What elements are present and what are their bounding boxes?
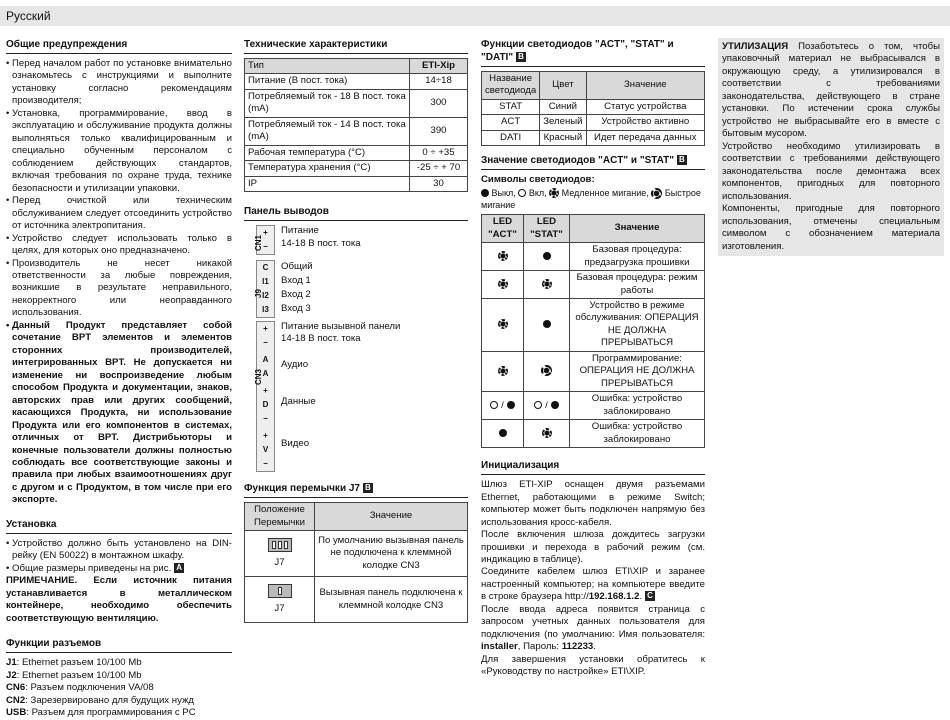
cn3-group: CN3 + − A A + D − + V − Питание вызывной панели 14-18 В пост. тока Аудио Данные Видео (256, 321, 468, 472)
led-meaning-table: LED "ACT" LED "STAT" Значение Базовая процедура: предзагрузка прошивки Базовая процедура: режим работы Устройство в режиме обслуживания: ОПЕРАЦИЯ НЕ ДОЛЖНА ПРЕРЫВАТЬСЯ Программирование: ОПЕРАЦИЯ НЕ ДОЛЖНА ПРЕРЫВАТЬСЯ / / Ошибка: устройство заблокировано Ошибка: устройство заблокировано (481, 214, 705, 448)
cn1-group: CN1 + − Питание 14-18 В пост. тока (256, 225, 468, 255)
install-list (6, 538, 232, 575)
jumper-closed-icon (268, 584, 292, 598)
cn3-label: CN3 (254, 369, 263, 386)
column-1 (6, 38, 232, 720)
language-title: Русский (6, 9, 51, 23)
install-title: Установка (6, 518, 232, 534)
led-off-icon (481, 189, 489, 197)
table-row: Программирование: ОПЕРАЦИЯ НЕ ДОЛЖНА ПРЕРЫВАТЬСЯ (482, 351, 705, 391)
page-header (0, 6, 950, 26)
table-row: STAT Синий Статус устройства (482, 99, 705, 114)
init-p4: После ввода адреса появится страница с запросом учетных данных пользователя для подключения (по умолчанию: Имя пользователя: installer, Пароль: 112233. (481, 603, 705, 653)
connector-row: J2: Ethernet разъем 10/100 Mb (6, 669, 142, 681)
install-dims-text: Общие размеры приведены на рис. (12, 562, 172, 574)
list-item (6, 563, 232, 575)
led-slow-blink-icon (549, 188, 559, 198)
table-row: Температура хранения (°C) -25 ÷ + 70 (245, 161, 468, 176)
led-on-icon (518, 189, 526, 197)
disposal-p2: Устройство необходимо утилизировать в соответствии с требованиями действующего законодательства после демонтажа всех компонентов, пригодных для повторного использования. (722, 140, 940, 202)
init-p2: После включения шлюза дождитесь загрузки прошивки и перехода в рабочий режим (см. индикацию в таблице). (481, 529, 705, 565)
list-item: • Устройство следует использовать только в целях, для которых оно предназначено. (6, 233, 232, 258)
connector-row: J1: Ethernet разъем 10/100 Mb (6, 657, 142, 669)
video-label: Видео (281, 438, 310, 450)
list-item: • Устройство должно быть установлено на DIN-рейку (EN 50022) в монтажном шкафу. (6, 538, 232, 563)
led-legend: Выкл, Вкл, Медленное мигание, Быстрое мигание (481, 187, 701, 210)
disposal-p3: Компоненты, пригодные для повторного использования, отмечены специальным символом с обозначением материала изготовления. (722, 203, 940, 252)
table-row: Питание (В пост. тока) 14÷18 (245, 74, 468, 89)
connectors-list (6, 657, 232, 719)
led-functions-title: Функции светодиодов "ACT", "STAT" и "DATI" B (481, 38, 705, 67)
table-row: / / Ошибка: устройство заблокировано (482, 392, 705, 420)
terminal-diagram (244, 225, 468, 472)
jumper-title: Функция перемычки J7 B (244, 482, 468, 498)
table-row: Базовая процедура: предзагрузка прошивки (482, 243, 705, 271)
audio-label: Аудио (281, 359, 309, 371)
figure-tag-b: B (365, 483, 371, 493)
table-row: IP 30 (245, 176, 468, 191)
list-item-bold: • Данный Продукт представляет собой сочетание BPT элементов и элементов сторонних производителей, интегрированных BPT. Не допускается ни изменение ни воспроизведение любым способом Продукта и документации, знаков, авторских прав или других сообщений, касающихся Продукта, ни использование Продукта или его компонентов в системах, отличных от BPT. Дистрибьюторы и конечные пользователи должны полностью соблюдать все соответствующие законы и правила при любых взаимоотношениях друг с другом и с Продуктом, в том числе при его экспорте. (6, 320, 232, 507)
table-row: Ошибка: устройство заблокировано (482, 420, 705, 448)
table-row: J7 Вызывная панель подключена к клеммной колодке CN3 (245, 577, 468, 623)
data-label: Данные (281, 396, 316, 408)
figure-tag-c: C (647, 591, 653, 601)
table-header-row: Тип ETI-Xip (245, 59, 468, 74)
list-item: • Производитель не несет никакой ответственности за любые повреждения, возникшие в результате неправильного, некорректного или неоправданного использования. (6, 258, 232, 320)
jumper-table: Положение Перемычки Значение J7 По умолчанию вызывная панель не подключена к клеммной колодке CN3 J7 Вызывная панель подключена к клеммной колодке CN3 (244, 502, 468, 623)
table-row: DATI Красный Идет передача данных (482, 130, 705, 145)
list-item: • Установка, программирование, ввод в эксплуатацию и обслуживание продукта должны выполняться только квалифицированным и специально обученным персоналом с соблюдением действующих стандартов, включая требования по охране труда, технике безопасности и утилизации упаковки. (6, 108, 232, 195)
table-row: Потребляемый ток - 14 В пост. тока (mA) 390 (245, 117, 468, 145)
led-fast-blink-icon (651, 188, 662, 199)
disposal-box: УТИЛИЗАЦИЯ Позаботьтесь о том, чтобы упаковочный материал не выбрасывался в окружающую среду, а утилизировался в соответствии с требованиями законодательства, действующего в стране установки. По истечении срока службы устройство не выбрасывайте его в вместе с бытовым мусором. Устройство необходимо утилизировать в соответствии с требованиями действующего законодательства после демонтажа всех компонентов, пригодных для повторного использования. Компоненты, пригодные для повторного использования, отмечены специальным символом с обозначением материала изготовления. (718, 38, 944, 256)
init-title: Инициализация (481, 459, 705, 475)
connector-row: CN2: Зарезервировано для будущих нужд (6, 694, 194, 706)
cn1-label: CN1 (254, 235, 263, 252)
figure-tag-a: A (176, 562, 183, 572)
disposal-heading: УТИЛИЗАЦИЯ (722, 41, 789, 52)
j9-group: J9 C I1 I2 I3 Общий Вход 1 Вход 2 Вход 3 (256, 260, 468, 318)
init-p3: Соедините кабелем шлюз ETI\XIP и заранее настроенный компьютер; на компьютере введите в строке браузера http://192.168.1.2. C (481, 566, 705, 603)
table-row: J7 По умолчанию вызывная панель не подключена к клеммной колодке CN3 (245, 531, 468, 577)
connector-row: CN6: Разъем подключения VA/08 (6, 682, 154, 694)
led-meaning-title: Значение светодиодов "ACT" и "STAT" B (481, 154, 705, 170)
list-item: • Перед началом работ по установке внимательно ознакомьтесь с инструкциями и выполните установку согласно рекомендациям производителя; (6, 58, 232, 108)
table-row: Базовая процедура: режим работы (482, 271, 705, 299)
install-note: ПРИМЕЧАНИЕ. Если источник питания устанавливается в металлическом контейнере, необходимо обеспечить соответствующую вентиляцию. (6, 575, 232, 624)
specs-table (244, 58, 468, 192)
connectors-title: Функции разъемов (6, 637, 232, 653)
list-item: • Перед очисткой или техническим обслуживанием следует отсоединить устройство от источника электропитания. (6, 195, 232, 232)
jumper-open-icon (268, 538, 292, 552)
general-warnings-title: Общие предупреждения (6, 38, 232, 54)
table-row: ACT Зеленый Устройство активно (482, 115, 705, 130)
column-2 (244, 38, 468, 623)
init-p1: Шлюз ETI-XIP оснащен двумя разъемами Ethernet, работающими в режиме Switch; компьютер может быть подключен напрямую без использования кросс-кабеля. (481, 479, 705, 528)
j9-label: J9 (254, 289, 263, 299)
table-row: Устройство в режиме обслуживания: ОПЕРАЦИЯ НЕ ДОЛЖНА ПРЕРЫВАТЬСЯ (482, 299, 705, 352)
cn1-desc: Питание (281, 225, 319, 237)
table-row: Рабочая температура (°C) 0 ÷ +35 (245, 145, 468, 160)
specs-title: Технические характеристики (244, 38, 468, 54)
led-symbols-title: Символы светодиодов: (481, 174, 595, 186)
terminals-title: Панель выводов (244, 205, 468, 221)
led-functions-table: Название светодиода Цвет Значение STAT Синий Статус устройства ACT Зеленый Устройство активно DATI Красный Идет передача данных (481, 71, 705, 146)
init-p5: Для завершения установки обратитесь к «Руководству по настройке» ETI\XIP. (481, 653, 705, 678)
column-3 (481, 38, 705, 679)
column-4 (718, 38, 944, 256)
general-warnings-list (6, 58, 232, 507)
table-row: Потребляемый ток - 18 В пост. тока (mA) 300 (245, 89, 468, 117)
connector-row: USB: Разъем для программирования с PC (6, 707, 196, 719)
